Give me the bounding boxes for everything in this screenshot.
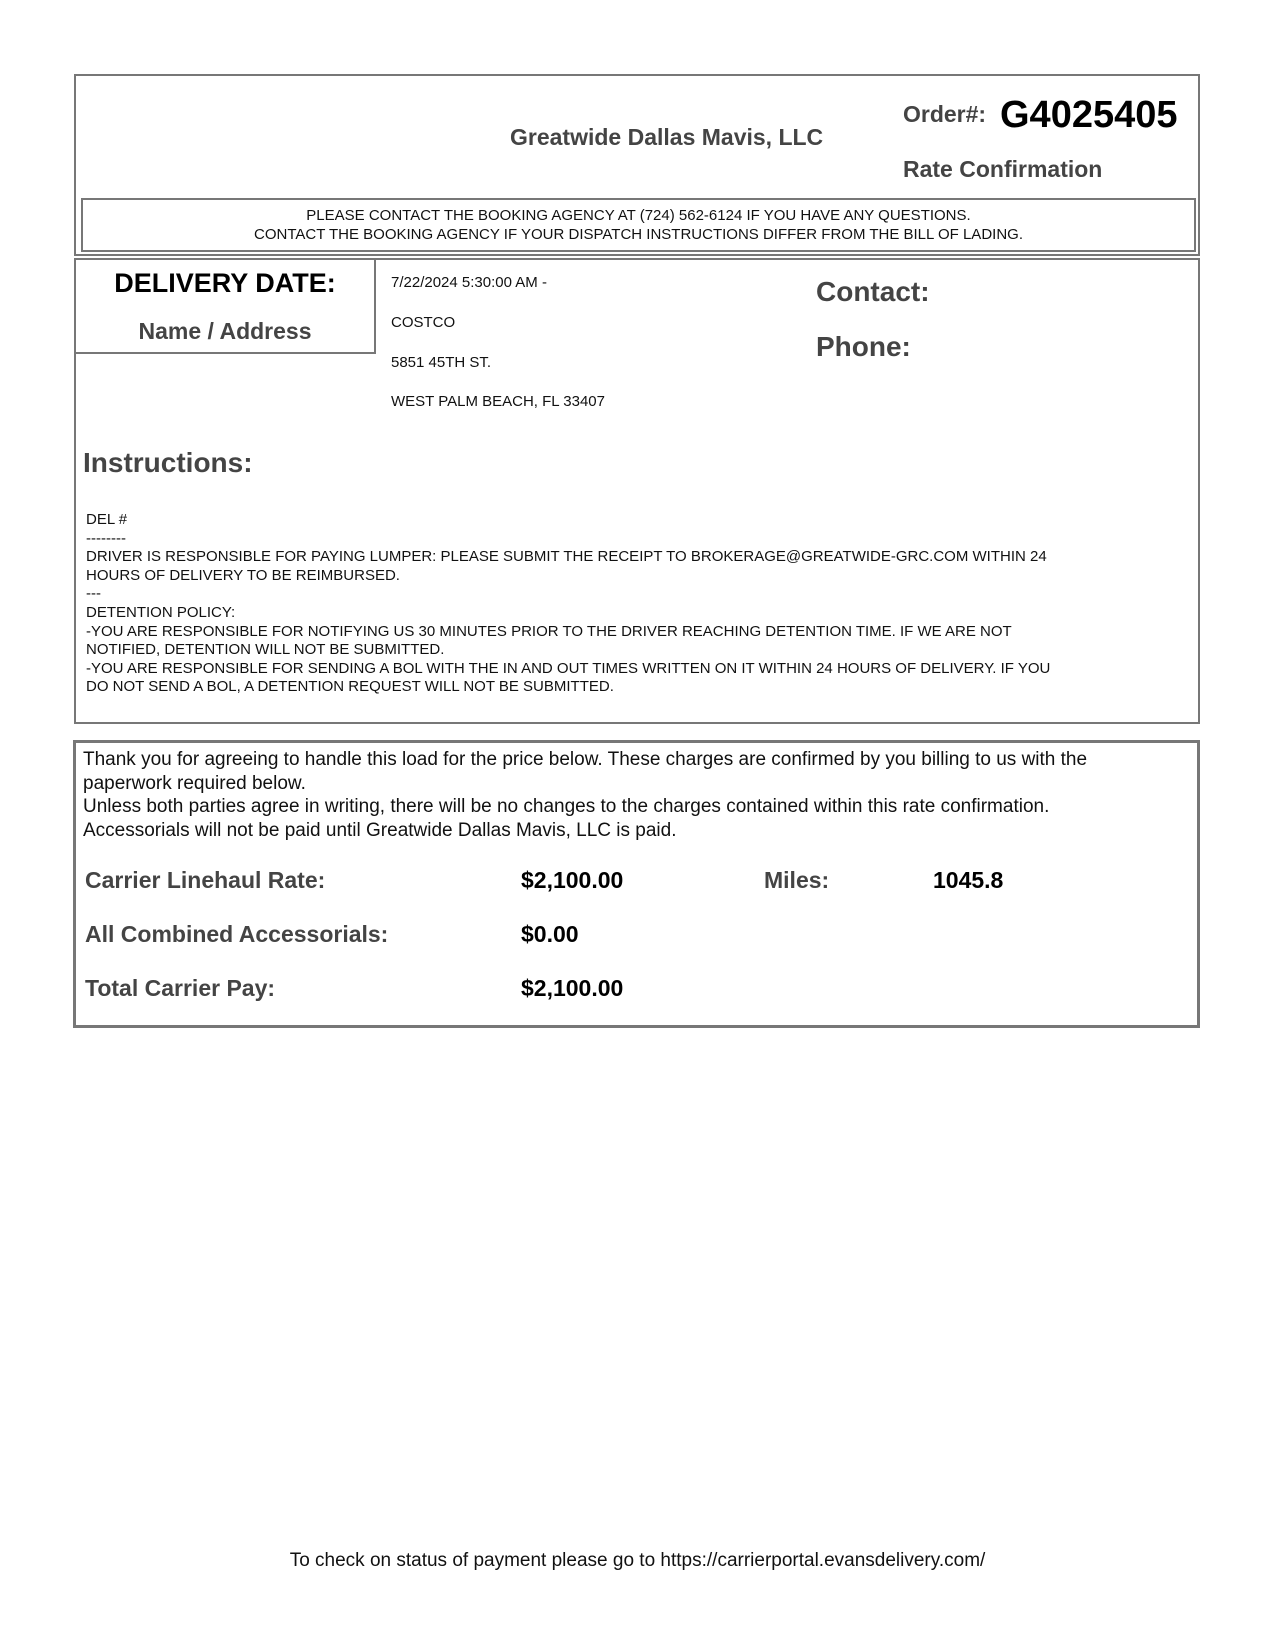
total-pay-value: $2,100.00 [521,975,624,1001]
name-address-label: Name / Address [138,318,312,344]
instruction-line: -------- [86,529,126,547]
instruction-line: DRIVER IS RESPONSIBLE FOR PAYING LUMPER: PLEASE SUBMIT THE RECEIPT TO BROKERAGE@GREATWIDE-GRC.COM WITHIN 24 [86,548,1047,566]
instruction-line: DETENTION POLICY: [86,603,236,621]
agreement-line: Unless both parties agree in writing, there will be no changes to the charges contained within this rate confirmation. [83,796,1050,818]
accessorials-label: All Combined Accessorials: [85,921,389,947]
instruction-line: DEL # [86,511,128,528]
agreement-line: Thank you for agreeing to handle this load for the price below. These charges are confirmed by you billing to us with the [83,749,1088,770]
contact-label: Contact: [816,276,930,307]
rate-agreement-text [83,748,1193,843]
notice-line: CONTACT THE BOOKING AGENCY IF YOUR DISPATCH INSTRUCTIONS DIFFER FROM THE BILL OF LADING. [254,226,1023,243]
miles-label: Miles: [764,867,830,893]
payment-status-footer: To check on status of payment please go to https://carrierportal.evansdelivery.com/ [289,1550,986,1571]
delivery-date-value: 7/22/2024 5:30:00 AM - [391,274,547,291]
linehaul-rate-label: Carrier Linehaul Rate: [85,867,326,893]
instructions-body [86,511,1196,697]
company-name: Greatwide Dallas Mavis, LLC [510,124,824,150]
phone-label: Phone: [816,331,911,362]
instruction-line: -YOU ARE RESPONSIBLE FOR NOTIFYING US 30 MINUTES PRIOR TO THE DRIVER REACHING DETENTION TIME. IF WE ARE NOT [86,622,1012,640]
total-pay-label: Total Carrier Pay: [85,975,276,1001]
agreement-line: paperwork required below. [83,772,306,794]
instructions-title: Instructions: [83,447,253,478]
agreement-line: Accessorials will not be paid until Greatwide Dallas Mavis, LLC is paid. [83,820,677,842]
delivery-date-title: DELIVERY DATE: [114,268,336,298]
notice-line: PLEASE CONTACT THE BOOKING AGENCY AT (724) 562-6124 IF YOU HAVE ANY QUESTIONS. [306,207,971,224]
order-number: G4025405 [1000,94,1178,136]
instruction-line: NOTIFIED, DETENTION WILL NOT BE SUBMITTED. [86,641,445,659]
delivery-street: 5851 45TH ST. [391,354,492,371]
document-title: Rate Confirmation [903,156,1103,182]
instruction-line: DO NOT SEND A BOL, A DETENTION REQUEST WILL NOT BE SUBMITTED. [86,678,614,696]
instruction-line: --- [86,585,101,603]
instruction-line: -YOU ARE RESPONSIBLE FOR SENDING A BOL WITH THE IN AND OUT TIMES WRITTEN ON IT WITHIN 24 HOURS OF DELIVERY. IF YOU [86,659,1051,677]
order-label: Order#: [903,101,987,127]
delivery-city: WEST PALM BEACH, FL 33407 [391,393,605,410]
delivery-name: COSTCO [391,314,456,331]
miles-value: 1045.8 [933,867,1004,893]
instruction-line: HOURS OF DELIVERY TO BE REIMBURSED. [86,566,400,584]
accessorials-value: $0.00 [521,921,579,947]
linehaul-rate-value: $2,100.00 [521,867,624,893]
